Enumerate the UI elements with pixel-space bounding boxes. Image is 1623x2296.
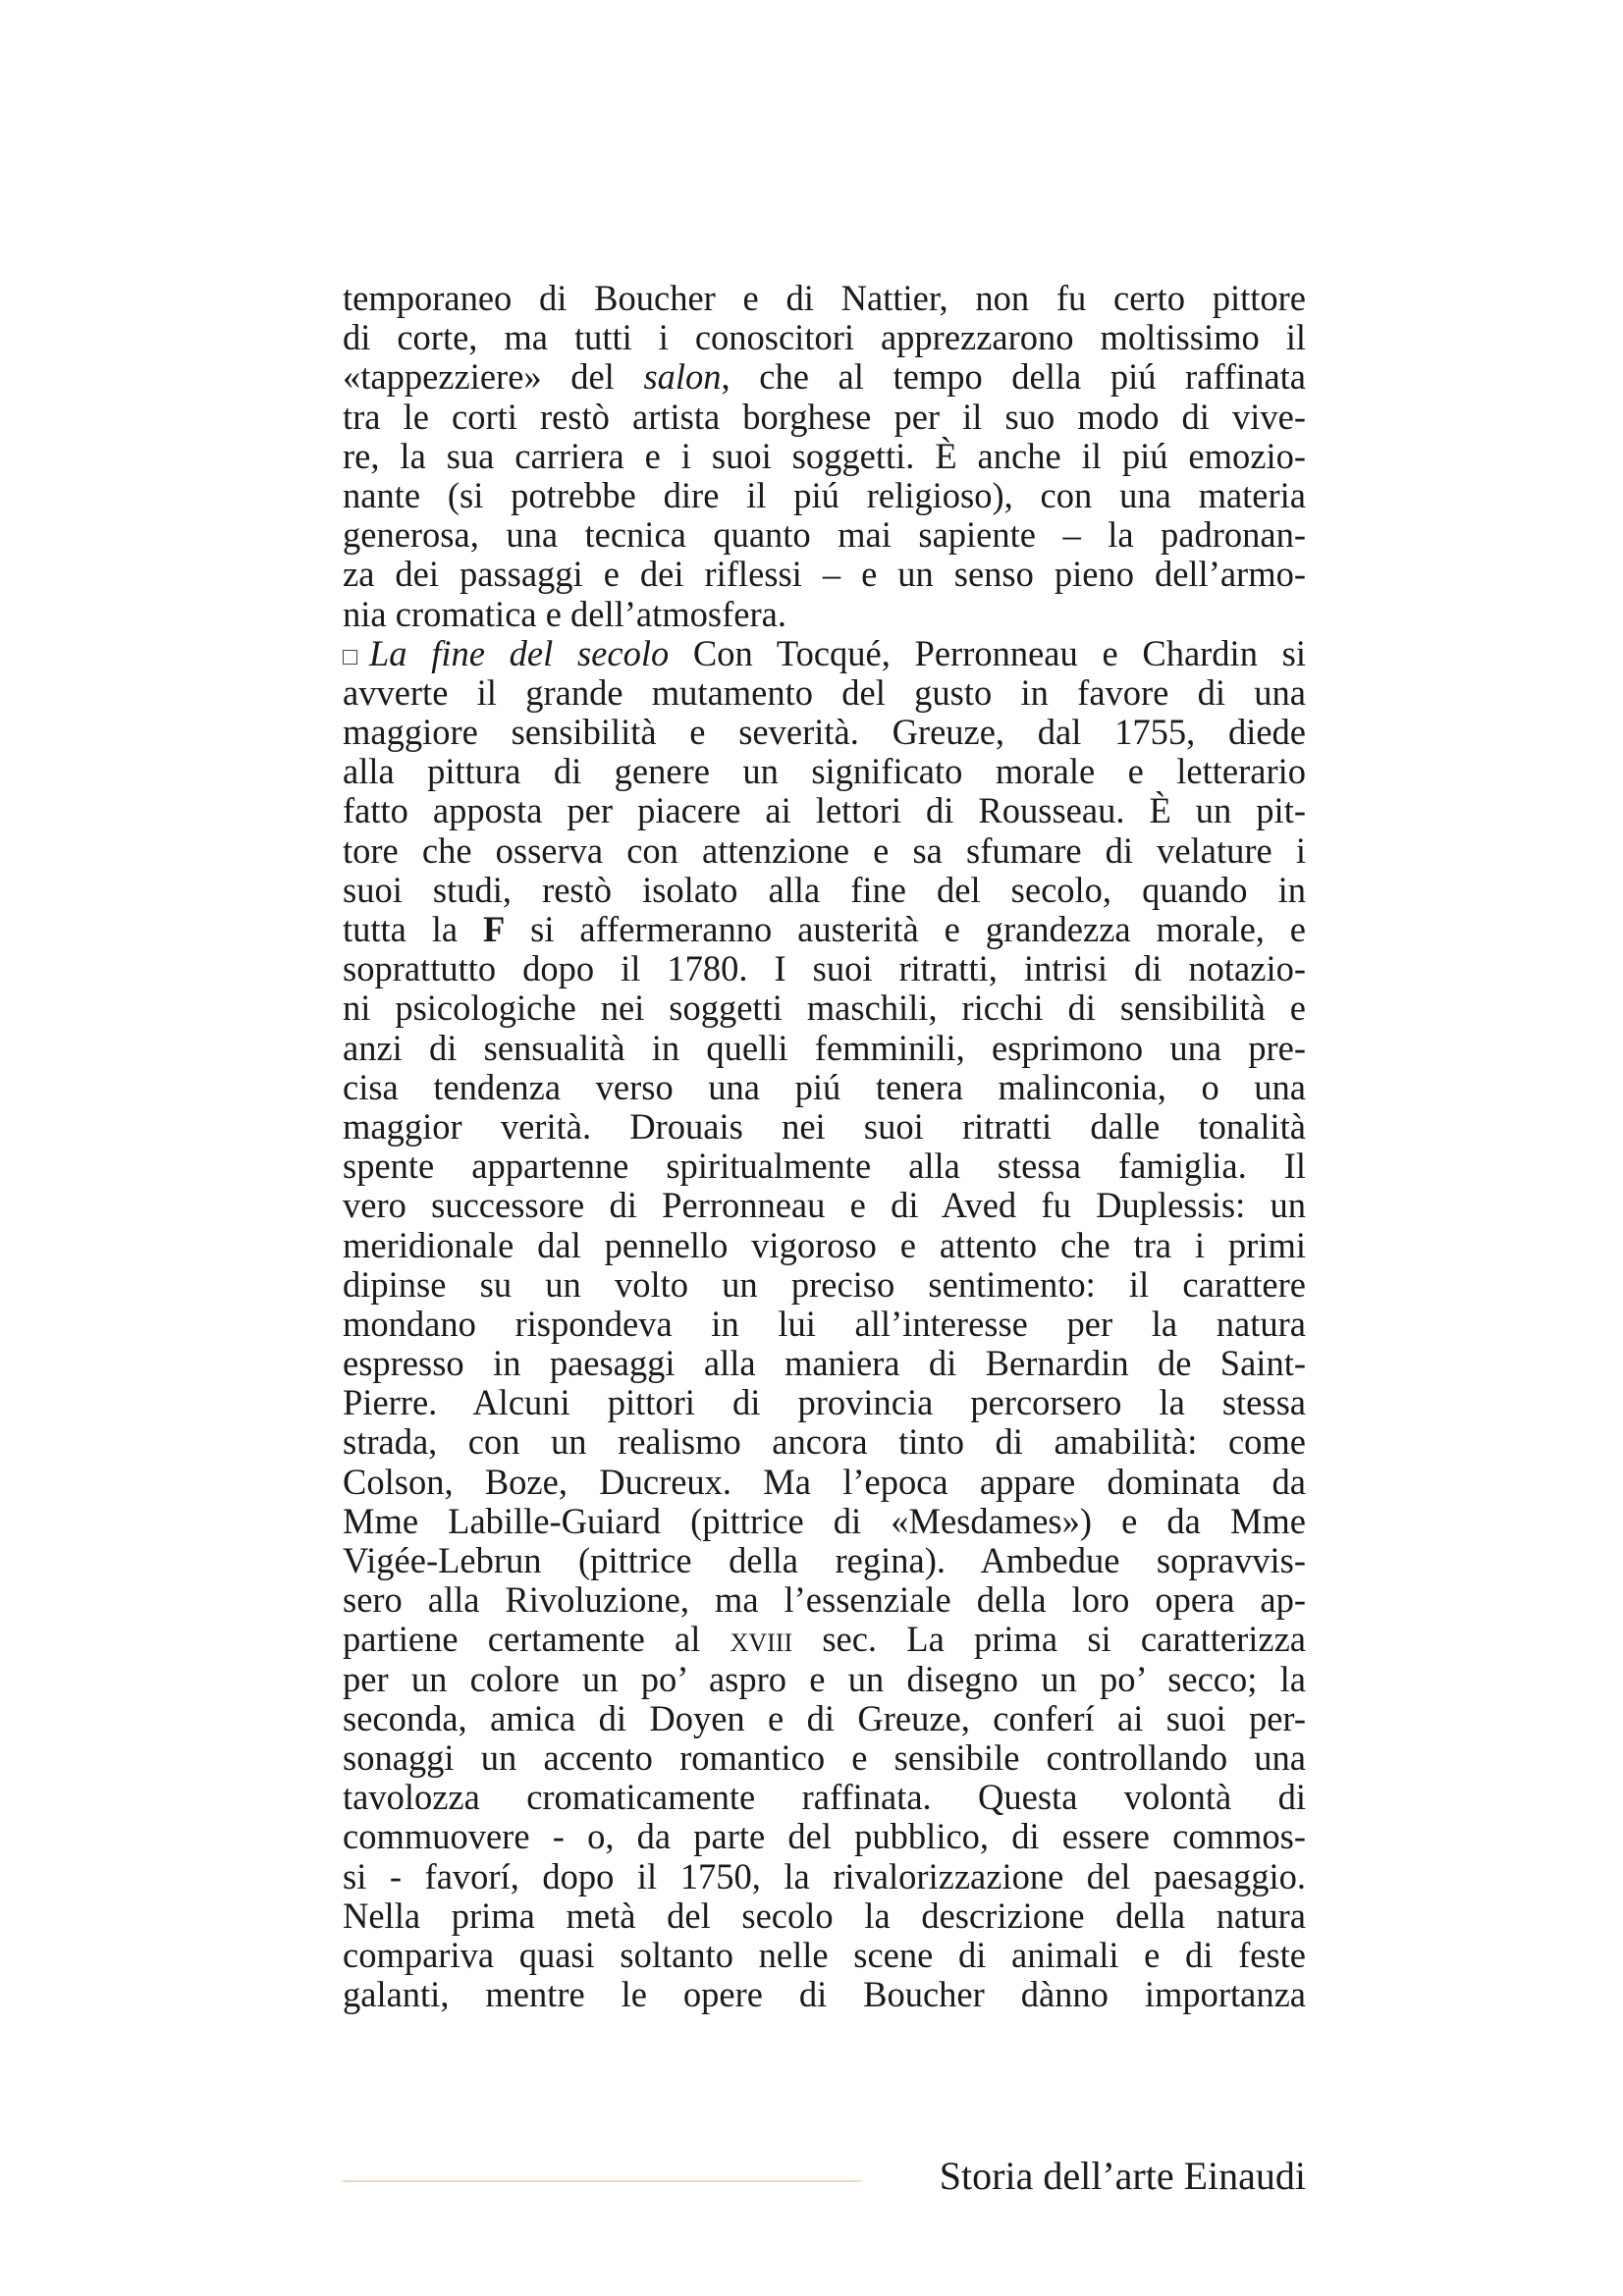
section-heading: La fine del secolo bbox=[369, 632, 670, 673]
italic-term: salon bbox=[643, 356, 722, 398]
text-line: meridionale dal pennello vigoroso e attento che tra i primi bbox=[343, 1224, 1306, 1265]
text-line: «tappezziere» del salon, che al tempo della piú raffinata bbox=[343, 356, 1306, 398]
text-line: seconda, amica di Doyen e di Greuze, conferí ai suoi per- bbox=[343, 1697, 1306, 1738]
text-line: generosa, una tecnica quanto mai sapiente – la padronan- bbox=[343, 514, 1306, 556]
text-line: galanti, mentre le opere di Boucher dànno importanza bbox=[343, 1974, 1306, 2015]
text-line: Nella prima metà del secolo la descrizione della natura bbox=[343, 1895, 1306, 1936]
text-line: per un colore un po’ aspro e un disegno un po’ secco; la bbox=[343, 1658, 1306, 1699]
text-line: spente appartenne spiritualmente alla stessa famiglia. Il bbox=[343, 1146, 1306, 1187]
text-line: maggior verità. Drouais nei suoi ritratti dalle tonalità bbox=[343, 1105, 1306, 1147]
text-line: tutta la F si affermeranno austerità e grandezza morale, e bbox=[343, 909, 1307, 949]
text-line: vero successore di Perronneau e di Aved fu Duplessis: un bbox=[343, 1185, 1306, 1226]
text-line: mondano rispondeva in lui all’interesse per la natura bbox=[343, 1303, 1306, 1344]
text-line: tra le corti restò artista borghese per il suo modo di vive- bbox=[343, 396, 1306, 437]
text-line: maggiore sensibilità e severità. Greuze, dal 1755, diede bbox=[343, 712, 1306, 753]
text-line: dipinse su un volto un preciso sentimento: il carattere bbox=[343, 1263, 1306, 1305]
text-line: Vigée-Lebrun (pittrice della regina). Ambedue sopravvis- bbox=[343, 1540, 1306, 1580]
text-line: za dei passaggi e dei riflessi – e un senso pieno dell’armo- bbox=[343, 554, 1306, 595]
text-line: re, la sua carriera e i suoi soggetti. È anche il piú emozio- bbox=[343, 435, 1306, 476]
text-line: soprattutto dopo il 1780. I suoi ritratti, intrisi di notazio- bbox=[343, 948, 1306, 989]
section-heading-line: La fine del secolo Con Tocqué, Perronneau e Chardin si bbox=[343, 634, 1306, 673]
text-line: anzi di sensualità in quelli femminili, esprimono una pre- bbox=[343, 1027, 1306, 1068]
text-line: suoi studi, restò isolato alla fine del secolo, quando in bbox=[343, 869, 1306, 910]
century-numeral: xviii bbox=[730, 1619, 793, 1660]
text-line: si - favorí, dopo il 1750, la rivalorizzazione del paesaggio. bbox=[343, 1855, 1306, 1896]
text-line: sero alla Rivoluzione, ma l’essenziale della loro opera ap- bbox=[343, 1579, 1306, 1621]
text-line: espresso in paesaggi alla maniera di Bernardin de Saint- bbox=[343, 1343, 1306, 1384]
bold-abbreviation: F bbox=[482, 909, 506, 949]
text-line: Pierre. Alcuni pittori di provincia percorsero la stessa bbox=[343, 1382, 1306, 1423]
text-line: temporaneo di Boucher e di Nattier, non fu certo pittore bbox=[343, 278, 1306, 318]
text-line: partiene certamente al xviii sec. La prima si caratterizza bbox=[343, 1619, 1307, 1660]
text-line: cisa tendenza verso una piú tenera malinconia, o una bbox=[343, 1066, 1306, 1107]
text-line: di corte, ma tutti i conoscitori apprezzarono moltissimo il bbox=[343, 317, 1306, 358]
text-line: tore che osserva con attenzione e sa sfumare di velature i bbox=[343, 829, 1306, 871]
text-line: nia cromatica e dell’atmosfera. bbox=[343, 593, 786, 634]
footer-rule bbox=[343, 2180, 861, 2182]
text-line: Colson, Boze, Ducreux. Ma l’epoca appare dominata da bbox=[343, 1461, 1306, 1502]
text-line: tavolozza cromaticamente raffinata. Questa volontà di bbox=[343, 1777, 1306, 1818]
text-line: nante (si potrebbe dire il piú religioso), con una materia bbox=[343, 474, 1306, 515]
text-line: alla pittura di genere un significato morale e letterario bbox=[343, 751, 1306, 792]
text-line: sonaggi un accento romantico e sensibile controllando una bbox=[343, 1736, 1306, 1778]
footer-title: Storia dell’arte Einaudi bbox=[939, 2154, 1306, 2198]
text-line: compariva quasi soltanto nelle scene di animali e di feste bbox=[343, 1934, 1306, 1975]
text-line: commuovere - o, da parte del pubblico, di essere commos- bbox=[343, 1816, 1306, 1857]
text-line: ni psicologiche nei soggetti maschili, ricchi di sensibilità e bbox=[343, 988, 1306, 1029]
text-line: Mme Labille-Guiard (pittrice di «Mesdames») e da Mme bbox=[343, 1500, 1306, 1541]
body-text bbox=[343, 279, 1306, 2014]
square-bullet-icon bbox=[343, 650, 357, 665]
text-line: fatto apposta per piacere ai lettori di Rousseau. È un pit- bbox=[343, 790, 1306, 831]
text-line: strada, con un realismo ancora tinto di amabilità: come bbox=[343, 1421, 1306, 1463]
text-line: avverte il grande mutamento del gusto in favore di una bbox=[343, 671, 1306, 713]
